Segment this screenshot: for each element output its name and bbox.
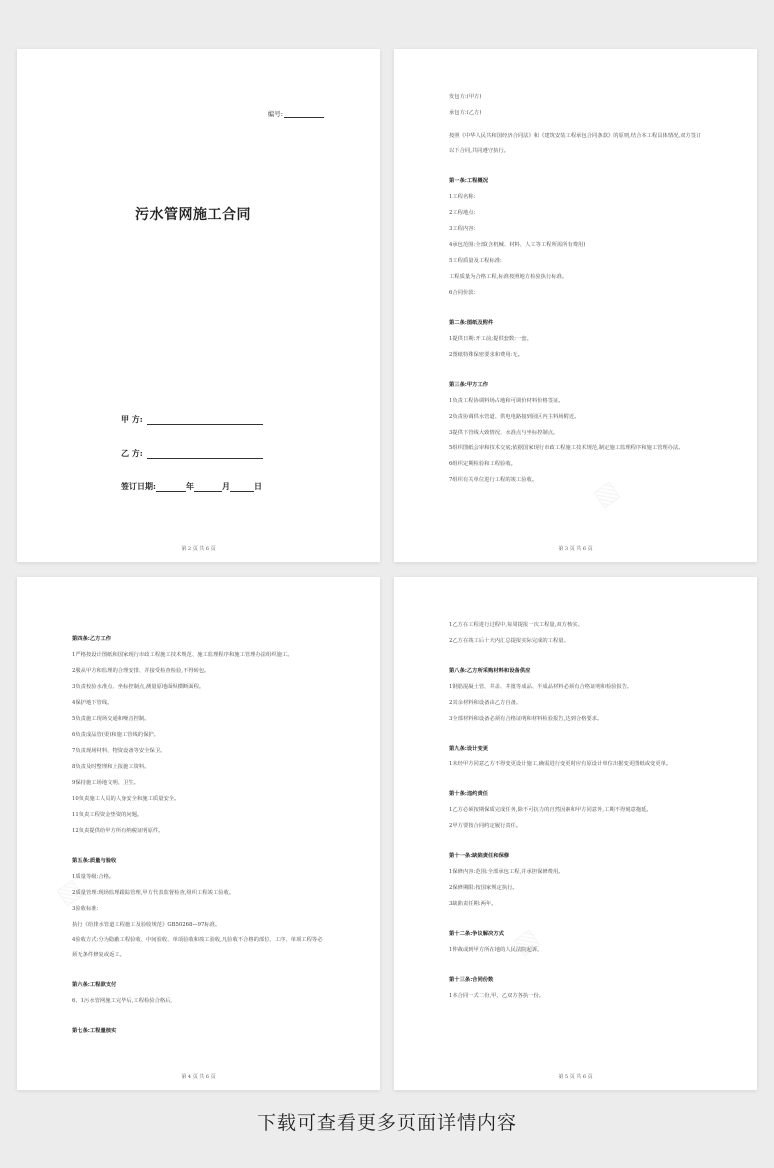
- clause-line: 12负责提供给甲方所有纳税证明原件。: [72, 828, 164, 834]
- section-heading: 第七条:工程量核实: [72, 1028, 117, 1034]
- clause-line: 10负责施工人员的人身安全和施工质量安全。: [72, 796, 180, 802]
- clause-line: 2质量管理:现场监理跟踪管理,甲方代表监督检查,组织工程竣工验收。: [72, 890, 235, 896]
- section-heading: 第五条:质量与验收: [72, 858, 117, 864]
- party-a-field: [121, 414, 263, 425]
- page-content: [72, 631, 325, 1039]
- clause-line: 6负责成品管(渠)和施工管线的保护。: [72, 732, 159, 738]
- clause-line: 1保修内容:范围:全部承包工程,并承担保修费用。: [449, 869, 564, 875]
- clause-line: 4验收方式:分为隐蔽工程验收、中间验收、单项验收和竣工验收,凡验收不合格的部位、工序、单项工程等必须无条件修复或返工。: [72, 937, 323, 958]
- clause-line: 3负责校验水准点、坐标控制点,测量原地面纵横断面程。: [72, 684, 205, 690]
- clause-line: 承包方:(乙方): [449, 110, 482, 116]
- clause-line: 2负责协调供水管道、供电电路接到园区内主料场附近。: [449, 414, 580, 420]
- section-heading: 第十三条:合同份数: [449, 977, 494, 983]
- contract-number-blank: [284, 111, 324, 118]
- clause-line: 1严格按设计图纸和国家现行市政工程施工技术规范、施工监理程序和施工管理办法组织施工。: [72, 652, 293, 658]
- party-a-blank: [147, 415, 263, 425]
- section-heading: 第八条:乙方所采购材料和设备供应: [449, 668, 531, 674]
- clause-line: 3提供下管线大致情况、水准点与坐标控制点。: [449, 430, 559, 436]
- clause-line: 1负责工程协调料场占地和可调价材料价格签证。: [449, 398, 564, 404]
- clause-line: 4承包范围:全部(含机械、材料、人工等工程所需所有费用): [449, 242, 586, 248]
- clause-line: 7组织有关单位进行工程的竣工验收。: [449, 477, 538, 483]
- clause-line: 2其余材料和设备由乙方自备。: [449, 700, 522, 706]
- section-heading: 第九条:设计变更: [449, 746, 489, 752]
- clause-line: 9保持施工场地文明、卫生。: [72, 780, 139, 786]
- section-heading: 第四条:乙方工作: [72, 636, 112, 642]
- clause-line: 1乙方必须按期保质完成任务,除不可抗力的自然因素和甲方同意外,工期不得刻意拖延。: [449, 807, 652, 813]
- contract-number-label: 编号:: [267, 110, 283, 118]
- clause-line: 3工程内容:: [449, 226, 476, 232]
- day-label: 日: [253, 481, 262, 491]
- clause-line: 1质量等级:合格。: [72, 874, 115, 880]
- clause-line: 1乙方在工程进行过程中,每周提报一次工程量,双方核实。: [449, 622, 583, 628]
- clause-line: 按照《中华人民共和国经济合同法》和《建筑安装工程承包合同条款》的原则,结合本工程具体情况,双方签订以下合同,共同遵守执行。: [449, 133, 702, 154]
- clause-line: 发包方:(甲方): [449, 94, 482, 100]
- signing-date-field: [121, 481, 262, 492]
- clause-line: 执行《给排水管道工程施工及验收规范》GB50268—97标准。: [72, 922, 221, 928]
- party-b-label: 乙 方:: [121, 448, 143, 458]
- month-blank: [194, 482, 222, 492]
- spacer: [449, 121, 702, 129]
- clause-line: 2工程地点:: [449, 210, 476, 216]
- party-b-field: [121, 448, 263, 459]
- section-heading: 第十二条:争议解决方式: [449, 931, 504, 937]
- contract-page-3: [394, 49, 757, 562]
- clause-line: 11负责工程资金垫资的问题。: [72, 812, 143, 818]
- month-label: 月: [221, 481, 230, 491]
- clause-line: 3缺陷责任期:两年。: [449, 901, 497, 907]
- contract-title: 污水管网施工合同: [135, 207, 251, 223]
- section-heading: 第二条:图纸及附件: [449, 320, 494, 326]
- clause-line: 6、1污水管网施工完毕后,工程检验合格后,: [72, 998, 173, 1004]
- day-blank: [230, 482, 254, 492]
- clause-line: 6合同价款:: [449, 290, 476, 296]
- party-b-blank: [147, 449, 263, 459]
- clause-line: 5负责施工现场交通和噪音控制。: [72, 716, 150, 722]
- section-heading: 第十一条:缺陷责任和保修: [449, 853, 510, 859]
- contract-page-4: [17, 577, 380, 1090]
- page-footer: 第 5 页 共 6 页: [558, 1074, 593, 1080]
- clause-line: 2保修期限:按国家规定执行。: [449, 885, 518, 891]
- clause-line: 1本合同一式二份,甲、乙双方各执一份。: [449, 993, 545, 999]
- clause-line: 1未经甲方同意乙方不得变更设计施工,确需进行变更时应有原设计单位出据变更图纸或变更单。: [449, 761, 672, 767]
- clause-line: 8负责及时整理和上报施工资料。: [72, 764, 150, 770]
- page-footer: 第 2 页 共 6 页: [181, 546, 216, 552]
- clause-line: 3验收标准:: [72, 906, 99, 912]
- contract-number-field: [268, 109, 324, 118]
- clause-line: 3全部材料和设备必须有合格证明和材料检验报告,达到合格要求。: [449, 716, 603, 722]
- section-heading: 第六条:工程款支付: [72, 982, 117, 988]
- download-caption: 下载可查看更多页面详情内容: [256, 1112, 517, 1134]
- year-label: 年: [185, 481, 194, 491]
- clause-line: 1钢筋混凝土管、井盖、井篦等成品、半成品材料必须有合格证明和检验报告。: [449, 684, 633, 690]
- clause-line: 2乙方在竣工后十天内汇总提报实际完成的工程量。: [449, 638, 569, 644]
- clause-line: 2服从甲方和监理的合理安排、并接受检查检验,不得转包。: [72, 668, 210, 674]
- signing-date-label: 签订日期:: [121, 481, 156, 491]
- clause-line: 2图纸特殊保密要求和费用:无。: [449, 352, 524, 358]
- section-heading: 第一条:工程概况: [449, 178, 489, 184]
- clause-line: 4保护地下管线。: [72, 700, 113, 706]
- year-blank: [156, 482, 186, 492]
- section-heading: 第三条:甲方工作: [449, 382, 489, 388]
- clause-line: 2甲方要按合同约定履行责任。: [449, 823, 522, 829]
- clause-line: 6组织定期检验和工程验收。: [449, 461, 516, 467]
- page-content: [449, 617, 702, 1004]
- contract-page-5: [394, 577, 757, 1090]
- clause-line: 1提供日期:开工前;提供套数:一套。: [449, 336, 532, 342]
- page-footer: 第 4 页 共 6 页: [181, 1074, 216, 1080]
- section-heading: 第十条:违约责任: [449, 791, 489, 797]
- page-content: [449, 89, 702, 488]
- clause-line: 7负责现场材料、物资设备等安全保卫。: [72, 748, 166, 754]
- clause-line: 5工程质量及工程标准:: [449, 258, 502, 264]
- party-a-label: 甲 方:: [121, 414, 143, 424]
- clause-line: 5组织图纸会审和技术交底;依据国家现行市政工程施工技术规范,制定施工监理程序和施工管理办法。: [449, 445, 684, 451]
- clause-line: 工程质量为合格工程,标准按照地方检验执行标准。: [449, 274, 568, 280]
- cover-page: [17, 49, 380, 562]
- clause-line: 1工程名称:: [449, 194, 476, 200]
- clause-line: 1仲裁或到甲方所在地的人民法院起诉。: [449, 947, 543, 953]
- page-footer: 第 3 页 共 6 页: [558, 546, 593, 552]
